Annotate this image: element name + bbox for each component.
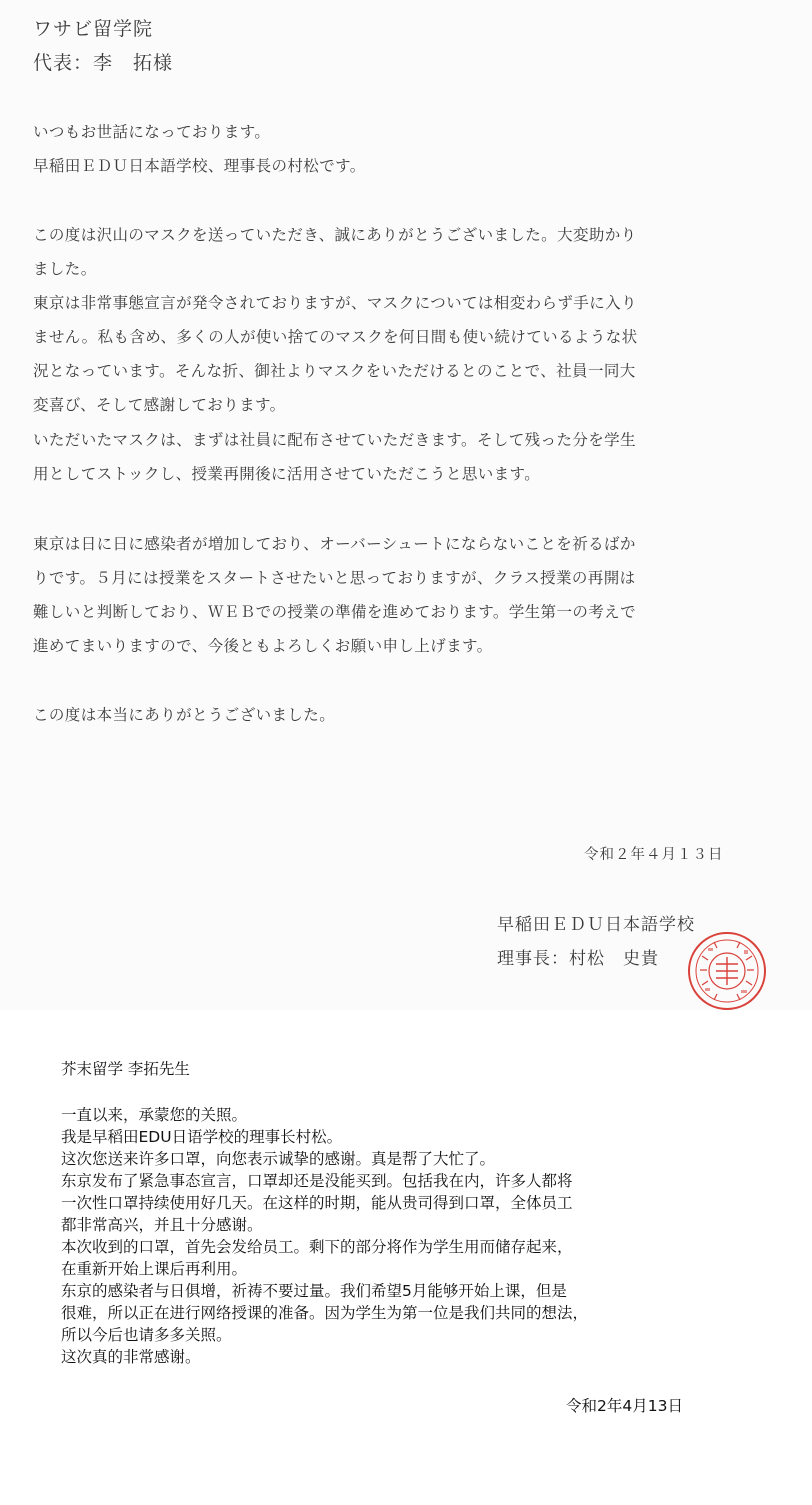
paragraph-line: ました。 [33, 260, 97, 278]
paragraph-line: この度は沢山のマスクを送っていただき、誠にありがとうございました。大変助かり [33, 226, 637, 244]
paragraph-line: 況となっています。そんな折、御社よりマスクをいただけるとのことで、社員一同大 [33, 362, 636, 380]
translation-line: 一直以来，承蒙您的关照。 [61, 1106, 248, 1124]
recipient-org: ワサビ留学院 [33, 18, 154, 40]
translation-line: 很难，所以正在进行网络授课的准备。因为学生为第一位是我们共同的想法， [61, 1304, 589, 1322]
paragraph-line: 変喜び、そして感謝しております。 [33, 396, 286, 414]
paragraph-line: りです。５月には授業をスタートさせたいと思っておりますが、クラス授業の再開は [33, 569, 636, 587]
translation-line: 都非常高兴，并且十分感谢。 [61, 1216, 263, 1234]
seal-stamp [686, 930, 768, 1012]
sender-org: 早稲田ＥＤＵ日本語学校 [497, 915, 695, 935]
chinese-translation [0, 1010, 812, 1505]
closing-line: この度は本当にありがとうございました。 [33, 706, 336, 724]
translation-line: 这次您送来许多口罩，向您表示诚挚的感谢。真是帮了大忙了。 [61, 1150, 496, 1168]
paragraph-line: 難しいと判断しており、ＷＥＢでの授業の準備を進めております。学生第一の考えで [33, 603, 636, 621]
translation-date: 令和2年4月13日 [566, 1397, 683, 1415]
greeting-line: 早稲田ＥＤＵ日本語学校、理事長の村松です。 [33, 157, 366, 175]
letter-date: 令和２年４月１３日 [584, 847, 724, 863]
paragraph-line: 東京は日に日に感染者が増加しており、オーバーシュートにならないことを祈るばか [33, 535, 636, 553]
paragraph-line: 進めてまいりますので、今後ともよろしくお願い申し上げます。 [33, 637, 493, 655]
translation-line: 所以今后也请多多关照。 [61, 1326, 232, 1344]
recipient-person: 代表：李 拓様 [33, 52, 174, 74]
paragraph-line: ません。私も含め、多くの人が使い捨てのマスクを何日間も使い続けているような状 [33, 328, 638, 346]
translation-line: 一次性口罩持续使用好几天。在这样的时期，能从贵司得到口罩，全体员工 [61, 1194, 573, 1212]
salutation: 芥末留学 李拓先生 [61, 1060, 190, 1078]
translation-line: 这次真的非常感谢。 [61, 1348, 201, 1366]
paragraph-line: 用としてストックし、授業再開後に活用させていただこうと思います。 [33, 465, 541, 483]
greeting-line: いつもお世話になっております。 [33, 123, 271, 141]
translation-line: 本次收到的口罩，首先会发给员工。剩下的部分将作为学生用而储存起来， [61, 1238, 573, 1256]
translation-line: 东京的感染者与日俱增，祈祷不要过量。我们希望5月能够开始上课，但是 [61, 1282, 567, 1300]
translation-line: 我是早稻田EDU日语学校的理事长村松。 [61, 1128, 343, 1146]
sender-name: 理事長：村松 史貴 [497, 949, 659, 969]
translation-line: 东京发布了紧急事态宣言，口罩却还是没能买到。包括我在内，许多人都将 [61, 1172, 573, 1190]
translation-line: 在重新开始上课后再利用。 [61, 1260, 248, 1278]
paragraph-line: いただいたマスクは、まずは社員に配布させていただきます。そして残った分を学生 [33, 431, 636, 449]
paragraph-line: 東京は非常事態宣言が発令されておりますが、マスクについては相変わらず手に入り [33, 294, 637, 312]
